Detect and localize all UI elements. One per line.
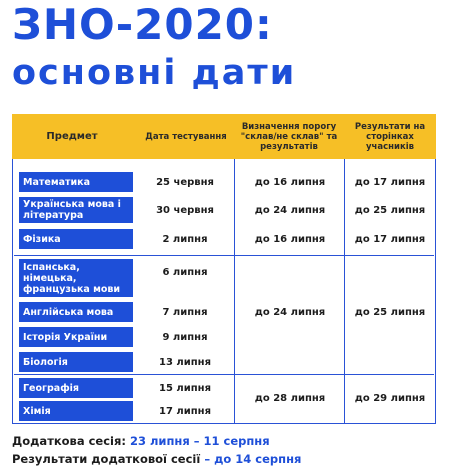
header-threshold: Визначення порогу "склав/не склав" та результатів bbox=[240, 121, 338, 152]
extra-session-label: Додаткова сесія: bbox=[12, 434, 126, 448]
date-cell: 15 липня bbox=[159, 382, 211, 394]
subject-languages: Іспанська, німецька, французька мови bbox=[19, 259, 133, 297]
date-cell: 30 червня bbox=[156, 204, 214, 216]
date-cell: 25 червня bbox=[156, 176, 214, 188]
subject-math: Математика bbox=[19, 172, 133, 192]
results-cell-merged: до 29 липня bbox=[354, 392, 426, 404]
date-cell: 17 липня bbox=[159, 405, 211, 417]
subject-history: Історія України bbox=[19, 327, 133, 347]
extra-session-line bbox=[12, 434, 270, 448]
results-cell: до 17 липня bbox=[354, 233, 426, 245]
subject-english: Англійська мова bbox=[19, 302, 133, 322]
date-cell: 9 липня bbox=[162, 331, 208, 343]
threshold-cell-merged: до 24 липня bbox=[254, 306, 326, 318]
threshold-cell: до 16 липня bbox=[254, 176, 326, 188]
row-divider bbox=[14, 255, 434, 256]
extra-results-label: Результати додаткової сесії bbox=[12, 452, 201, 466]
date-cell: 2 липня bbox=[162, 233, 208, 245]
threshold-cell: до 24 липня bbox=[254, 204, 326, 216]
row-divider bbox=[14, 374, 434, 375]
results-cell: до 25 липня bbox=[354, 204, 426, 216]
header-subject: Предмет bbox=[46, 130, 98, 142]
header-results: Результати на сторінках учасників bbox=[354, 121, 426, 152]
date-cell: 13 липня bbox=[159, 356, 211, 368]
table-body bbox=[12, 159, 436, 424]
page-title bbox=[12, 2, 296, 96]
extra-results-line bbox=[12, 452, 301, 466]
subject-geography: Географія bbox=[19, 378, 133, 398]
threshold-cell-merged: до 28 липня bbox=[254, 392, 326, 404]
subject-ukrainian: Українська мова і література bbox=[19, 197, 133, 223]
date-cell: 7 липня bbox=[162, 306, 208, 318]
extra-results-date: – до 14 серпня bbox=[204, 452, 302, 466]
threshold-cell: до 16 липня bbox=[254, 233, 326, 245]
header-date: Дата тестування bbox=[145, 131, 227, 142]
dates-table bbox=[12, 114, 436, 426]
subject-chemistry: Хімія bbox=[19, 401, 133, 421]
results-cell: до 17 липня bbox=[354, 176, 426, 188]
results-cell-merged: до 25 липня bbox=[354, 306, 426, 318]
title-line-1: ЗНО-2020: bbox=[12, 0, 273, 49]
table-header bbox=[12, 114, 436, 159]
title-line-2: основні дати bbox=[12, 53, 297, 93]
extra-session-dates: 23 липня – 11 серпня bbox=[129, 434, 270, 448]
subject-physics: Фізика bbox=[19, 229, 133, 249]
subject-biology: Біологія bbox=[19, 352, 133, 372]
date-cell: 6 липня bbox=[162, 266, 208, 278]
